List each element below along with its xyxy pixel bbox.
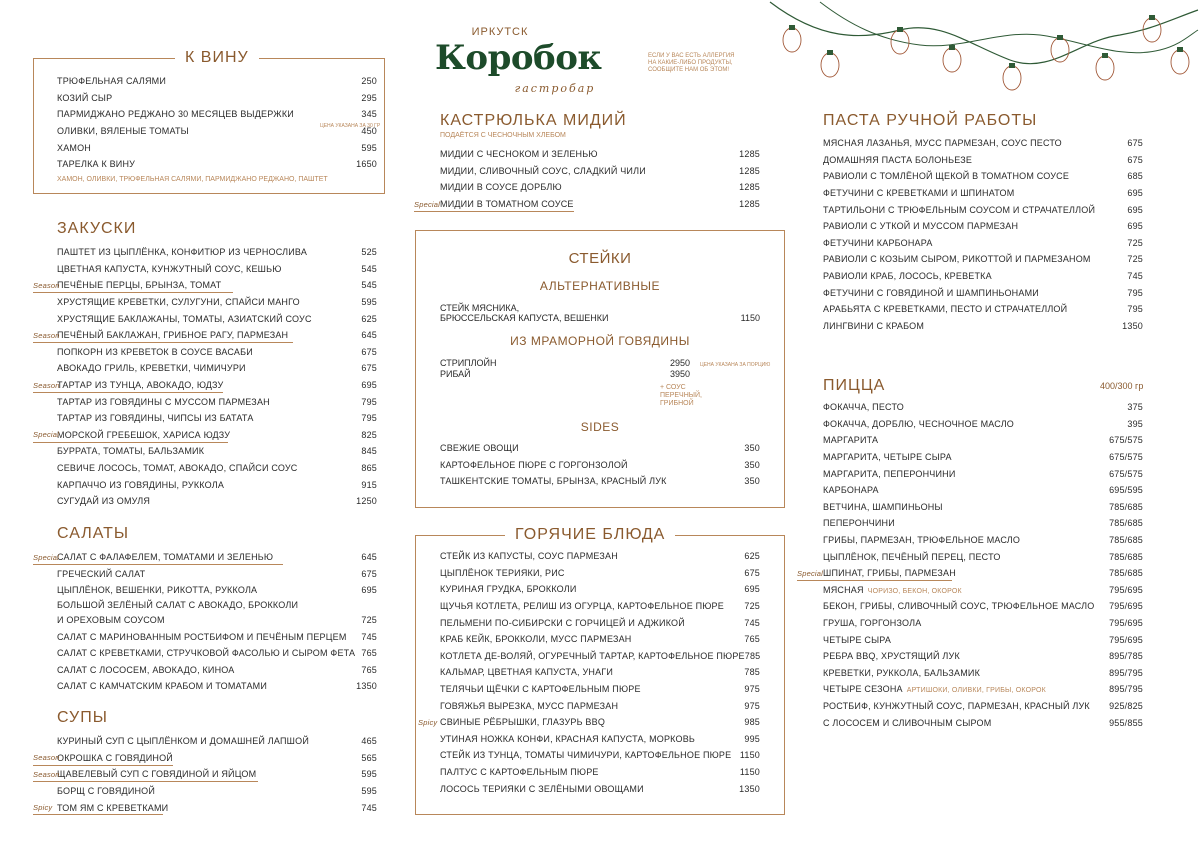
- tag-label: Season: [33, 753, 60, 763]
- zakuski-title: ЗАКУСКИ: [57, 220, 137, 237]
- list-item: УТИНАЯ НОЖКА КОНФИ, КРАСНАЯ КАПУСТА, МОРКОВЬ 995: [440, 733, 760, 744]
- k-vinu-title: К ВИНУ: [175, 49, 259, 67]
- list-item: ГРУША, ГОРГОНЗОЛА 795/695: [823, 618, 1143, 629]
- tag-label: Special: [33, 552, 59, 562]
- list-item: БУРРАТА, ТОМАТЫ, БАЛЬЗАМИК 845: [57, 446, 377, 457]
- list-item: МЯСНАЯ ЧОРИЗО, БЕКОН, ОКОРОК 795/695: [823, 584, 1143, 595]
- list-item: ТАРТАР ИЗ ГОВЯДИНЫ, ЧИПСЫ ИЗ БАТАТА 795: [57, 413, 377, 424]
- midii-list: [414, 146, 760, 212]
- list-item: ПОПКОРН ИЗ КРЕВЕТОК В СОУСЕ ВАСАБИ 675: [57, 346, 377, 357]
- list-item: СТРИПЛОЙН 2950: [440, 358, 690, 368]
- tag-label: Special: [33, 430, 59, 440]
- list-item: АРАБЬЯТА С КРЕВЕТКАМИ, ПЕСТО И СТРАЧАТЕЛЛОЙ 795: [823, 304, 1143, 315]
- list-item: Season ТАРТАР ИЗ ТУНЦА, АВОКАДО, ЮДЗУ 695: [57, 377, 377, 394]
- list-item: КРЕВЕТКИ, РУККОЛА, БАЛЬЗАМИК 895/795: [823, 667, 1143, 678]
- list-item: ХРУСТЯЩИЕ КРЕВЕТКИ, СУЛУГУНИ, СПАЙСИ МАНГО 595: [57, 297, 377, 308]
- list-item: ЦЫПЛЁНОК ТЕРИЯКИ, РИС 675: [440, 567, 760, 578]
- list-item: ЧЕТЫРЕ СЕЗОНА АРТИШОКИ, ОЛИВКИ, ГРИБЫ, ОКОРОК 895/795: [823, 684, 1143, 695]
- list-item: КУРИНАЯ ГРУДКА, БРОККОЛИ 695: [440, 584, 760, 595]
- list-item: РАВИОЛИ С КОЗЬИМ СЫРОМ, РИКОТТОЙ И ПАРМЕЗАНОМ 725: [823, 254, 1143, 265]
- list-item: САЛАТ С ЛОСОСЕМ, АВОКАДО, КИНОА 765: [57, 664, 377, 675]
- list-item: Special ШПИНАТ, ГРИБЫ, ПАРМЕЗАН 785/685: [823, 565, 1143, 582]
- list-item: РЕБРА BBQ, ХРУСТЯЩИЙ ЛУК 895/785: [823, 651, 1143, 662]
- list-item: САЛАТ С КРЕВЕТКАМИ, СТРУЧКОВОЙ ФАСОЛЬЮ И СЫРОМ ФЕТА 765: [57, 648, 377, 659]
- list-item: ДОМАШНЯЯ ПАСТА БОЛОНЬЕЗЕ 675: [823, 154, 1143, 165]
- list-item: ТРЮФЕЛЬНАЯ САЛЯМИ 250: [57, 76, 377, 87]
- goryachie-list: [418, 548, 761, 797]
- list-item: СТЕЙК ИЗ КАПУСТЫ, СОУС ПАРМЕЗАН 625: [440, 551, 760, 562]
- list-item: ТАРТИЛЬОНИ С ТРЮФЕЛЬНЫМ СОУСОМ И СТРАЧАТЕЛЛОЙ 695: [823, 204, 1143, 215]
- supy-title: СУПЫ: [57, 709, 108, 726]
- midii-title: КАСТРЮЛЬКА МИДИЙ: [440, 112, 627, 129]
- list-item: МИДИИ, СЛИВОЧНЫЙ СОУС, СЛАДКИЙ ЧИЛИ 1285: [440, 165, 760, 176]
- brand-subtitle: гастробар: [514, 82, 596, 95]
- list-item: БЕКОН, ГРИБЫ, СЛИВОЧНЫЙ СОУС, ТРЮФЕЛЬНОЕ МАСЛО 795/695: [823, 601, 1143, 612]
- list-item: КАРПАЧЧО ИЗ ГОВЯДИНЫ, РУККОЛА 915: [57, 479, 377, 490]
- tag-label: Season: [33, 380, 60, 390]
- steiki-alt-title: АЛЬТЕРНАТИВНЫЕ: [539, 279, 661, 293]
- pizza-title: ПИЦЦА: [823, 377, 886, 394]
- list-item: ТАРЕЛКА К ВИНУ 1650: [57, 159, 377, 170]
- list-item: БОРЩ С ГОВЯДИНОЙ 595: [57, 786, 377, 797]
- list-item: С ЛОСОСЕМ И СЛИВОЧНЫМ СЫРОМ 955/855: [823, 717, 1143, 728]
- tag-label: Spicy: [418, 717, 438, 727]
- goryachie-title: ГОРЯЧИЕ БЛЮДА: [505, 526, 675, 544]
- list-item: МЯСНАЯ ЛАЗАНЬЯ, МУСС ПАРМЕЗАН, СОУС ПЕСТО 675: [823, 138, 1143, 149]
- k-vinu-plate-note: ХАМОН, ОЛИВКИ, ТРЮФЕЛЬНАЯ САЛЯМИ, ПАРМИДЖАНО РЕДЖАНО, ПАШТЕТ: [57, 176, 328, 183]
- list-item: ХРУСТЯЩИЕ БАКЛАЖАНЫ, ТОМАТЫ, АЗИАТСКИЙ СОУС 625: [57, 313, 377, 324]
- list-item: Special МИДИИ В ТОМАТНОМ СОУСЕ 1285: [440, 196, 760, 213]
- list-item: Spicy ТОМ ЯМ С КРЕВЕТКАМИ 745: [57, 799, 377, 816]
- list-item: САЛАТ С КАМЧАТСКИМ КРАБОМ И ТОМАТАМИ 1350: [57, 681, 377, 692]
- list-item: КАРБОНАРА 695/595: [823, 485, 1143, 496]
- garland-lights-illustration: [760, 0, 1200, 100]
- pizza-size-note: 400/300 гр: [1100, 381, 1144, 391]
- list-item: Special МОРСКОЙ ГРЕБЕШОК, ХАРИСА ЮДЗУ 825: [57, 427, 377, 444]
- pasta-list: [823, 135, 1143, 334]
- list-item: ФЕТУЧИНИ КАРБОНАРА 725: [823, 237, 1143, 248]
- tag-label: Special: [414, 199, 440, 209]
- tag-label: Season: [33, 330, 60, 340]
- pizza-list: [797, 399, 1143, 731]
- list-item: КУРИНЫЙ СУП С ЦЫПЛЁНКОМ И ДОМАШНЕЙ ЛАПШОЙ 465: [57, 736, 377, 747]
- sauce-note: + СОУС ПЕРЕЧНЫЙ, ГРИБНОЙ: [660, 384, 702, 407]
- list-item: ЦЫПЛЁНОК, ПЕЧЁНЫЙ ПЕРЕЦ, ПЕСТО 785/685: [823, 551, 1143, 562]
- steiki-marble-title: ИЗ МРАМОРНОЙ ГОВЯДИНЫ: [510, 334, 690, 348]
- list-item: ГРИБЫ, ПАРМЕЗАН, ТРЮФЕЛЬНОЕ МАСЛО 785/685: [823, 535, 1143, 546]
- tag-label: Season: [33, 769, 60, 779]
- steiki-alt-item: СТЕЙК МЯСНИКА, БРЮССЕЛЬСКАЯ КАПУСТА, ВЕШЕНКИ 1150: [440, 303, 760, 323]
- list-item: Spicy СВИНЫЕ РЁБРЫШКИ, ГЛАЗУРЬ BBQ 985: [418, 717, 760, 728]
- list-item: ПАРМИДЖАНО РЕДЖАНО 30 МЕСЯЦЕВ ВЫДЕРЖКИ 345: [57, 109, 377, 120]
- list-item: ЛИНГВИНИ С КРАБОМ 1350: [823, 320, 1143, 331]
- tag-label: Spicy: [33, 803, 53, 813]
- list-item: СУГУДАЙ ИЗ ОМУЛЯ 1250: [57, 496, 377, 507]
- salaty-list: [33, 549, 377, 695]
- list-item: ФОКАЧЧА, ПЕСТО 375: [823, 402, 1143, 413]
- list-item: РАВИОЛИ С УТКОЙ И МУССОМ ПАРМЕЗАН 695: [823, 221, 1143, 232]
- list-item: РИБАЙ 3950: [440, 369, 690, 379]
- list-item: ОЛИВКИ, ВЯЛЕНЫЕ ТОМАТЫ 450: [57, 126, 377, 137]
- list-item: ЦВЕТНАЯ КАПУСТА, КУНЖУТНЫЙ СОУС, КЕШЬЮ 545: [57, 263, 377, 274]
- allergy-note: ЕСЛИ У ВАС ЕСТЬ АЛЛЕРГИЯ НА КАКИЕ-ЛИБО ПРОДУКТЫ, СООБЩИТЕ НАМ ОБ ЭТОМ!: [648, 53, 735, 73]
- list-item: МИДИИ С ЧЕСНОКОМ И ЗЕЛЕНЬЮ 1285: [440, 149, 760, 160]
- salaty-title: САЛАТЫ: [57, 525, 130, 542]
- list-item: АВОКАДО ГРИЛЬ, КРЕВЕТКИ, ЧИМИЧУРИ 675: [57, 363, 377, 374]
- list-item: ТАШКЕНТСКИЕ ТОМАТЫ, БРЫНЗА, КРАСНЫЙ ЛУК 350: [440, 476, 760, 487]
- k-vinu-weight-note: ЦЕНА УКАЗАНА ЗА 30 ГР: [320, 123, 381, 129]
- list-item: МАРГАРИТА, ПЕПЕРОНЧИНИ 675/575: [823, 468, 1143, 479]
- midii-note: ПОДАЁТСЯ С ЧЕСНОЧНЫМ ХЛЕБОМ: [440, 132, 566, 139]
- list-item: Season ПЕЧЁНЫЙ БАКЛАЖАН, ГРИБНОЕ РАГУ, ПАРМЕЗАН 645: [57, 327, 377, 344]
- list-item: ПАЛТУС С КАРТОФЕЛЬНЫМ ПЮРЕ 1150: [440, 767, 760, 778]
- list-item: СЕВИЧЕ ЛОСОСЬ, ТОМАТ, АВОКАДО, СПАЙСИ СОУС 865: [57, 463, 377, 474]
- tag-label: Special: [797, 568, 823, 578]
- sides-title: SIDES: [580, 420, 620, 434]
- list-item: РОСТБИФ, КУНЖУТНЫЙ СОУС, ПАРМЕЗАН, КРАСНЫЙ ЛУК 925/825: [823, 700, 1143, 711]
- list-item: БОЛЬШОЙ ЗЕЛЁНЫЙ САЛАТ С АВОКАДО, БРОККОЛИ: [57, 600, 299, 611]
- list-item: ФОКАЧЧА, ДОРБЛЮ, ЧЕСНОЧНОЕ МАСЛО 395: [823, 418, 1143, 429]
- steiki-title: СТЕЙКИ: [568, 250, 632, 267]
- list-item: ТАРТАР ИЗ ГОВЯДИНЫ С МУССОМ ПАРМЕЗАН 795: [57, 396, 377, 407]
- list-item: КРАБ КЕЙК, БРОККОЛИ, МУСС ПАРМЕЗАН 765: [440, 634, 760, 645]
- list-item: ЧЕТЫРЕ СЫРА 795/695: [823, 634, 1143, 645]
- zakuski-list: [33, 244, 377, 510]
- list-item: ВЕТЧИНА, ШАМПИНЬОНЫ 785/685: [823, 501, 1143, 512]
- list-item: СТЕЙК ИЗ ТУНЦА, ТОМАТЫ ЧИМИЧУРИ, КАРТОФЕЛЬНОЕ ПЮРЕ 1150: [440, 750, 760, 761]
- list-item: Season ЩАВЕЛЕВЫЙ СУП С ГОВЯДИНОЙ И ЯЙЦОМ 595: [57, 766, 377, 783]
- sides-list: [440, 440, 760, 490]
- list-item: РАВИОЛИ С ТОМЛЁНОЙ ЩЕКОЙ В ТОМАТНОМ СОУСЕ 685: [823, 171, 1143, 182]
- list-item: Season ОКРОШКА С ГОВЯДИНОЙ 565: [57, 750, 377, 767]
- list-item: ЩУЧЬЯ КОТЛЕТА, РЕЛИШ ИЗ ОГУРЦА, КАРТОФЕЛЬНОЕ ПЮРЕ 725: [440, 601, 760, 612]
- list-item: ПЕПЕРОНЧИНИ 785/685: [823, 518, 1143, 529]
- list-item: ПАШТЕТ ИЗ ЦЫПЛЁНКА, КОНФИТЮР ИЗ ЧЕРНОСЛИВА 525: [57, 247, 377, 258]
- list-item: МИДИИ В СОУСЕ ДОРБЛЮ 1285: [440, 182, 760, 193]
- list-item: ГРЕЧЕСКИЙ САЛАТ 675: [57, 568, 377, 579]
- list-item: Season ПЕЧЁНЫЕ ПЕРЦЫ, БРЫНЗА, ТОМАТ 545: [57, 277, 377, 294]
- list-item: РАВИОЛИ КРАБ, ЛОСОСЬ, КРЕВЕТКА 745: [823, 271, 1143, 282]
- list-item: ХАМОН 595: [57, 142, 377, 153]
- list-item: КАРТОФЕЛЬНОЕ ПЮРЕ С ГОРГОНЗОЛОЙ 350: [440, 459, 760, 470]
- list-item: КОЗИЙ СЫР 295: [57, 92, 377, 103]
- supy-list: [33, 733, 377, 816]
- brand-logo: Коробок: [435, 38, 602, 78]
- list-item: ГОВЯЖЬЯ ВЫРЕЗКА, МУСС ПАРМЕЗАН 975: [440, 700, 760, 711]
- list-item: СВЕЖИЕ ОВОЩИ 350: [440, 443, 760, 454]
- list-item: ТЕЛЯЧЬИ ЩЁЧКИ С КАРТОФЕЛЬНЫМ ПЮРЕ 975: [440, 684, 760, 695]
- steiki-marble-list: [440, 358, 690, 380]
- list-item: КОТЛЕТА ДЕ-ВОЛЯЙ, ОГУРЕЧНЫЙ ТАРТАР, КАРТОФЕЛЬНОЕ ПЮРЕ 785: [440, 650, 761, 661]
- list-item: ФЕТУЧИНИ С ГОВЯДИНОЙ И ШАМПИНЬОНАМИ 795: [823, 287, 1143, 298]
- list-item: ФЕТУЧИНИ С КРЕВЕТКАМИ И ШПИНАТОМ 695: [823, 188, 1143, 199]
- list-item: КАЛЬМАР, ЦВЕТНАЯ КАПУСТА, УНАГИ 785: [440, 667, 760, 678]
- tag-label: Season: [33, 280, 60, 290]
- list-item: ЛОСОСЬ ТЕРИЯКИ С ЗЕЛЁНЫМИ ОВОЩАМИ 1350: [440, 783, 760, 794]
- list-item: МАРГАРИТА, ЧЕТЫРЕ СЫРА 675/575: [823, 452, 1143, 463]
- marble-price-note: ЦЕНА УКАЗАНА ЗА ПОРЦИЮ: [700, 362, 771, 368]
- list-item: И ОРЕХОВЫМ СОУСОМ 725: [57, 615, 377, 626]
- pasta-title: ПАСТА РУЧНОЙ РАБОТЫ: [823, 112, 1038, 129]
- list-item: ПЕЛЬМЕНИ ПО-СИБИРСКИ С ГОРЧИЦЕЙ И АДЖИКОЙ 745: [440, 617, 760, 628]
- list-item: САЛАТ С МАРИНОВАННЫМ РОСТБИФОМ И ПЕЧЁНЫМ ПЕРЦЕМ 745: [57, 631, 377, 642]
- list-item: Special САЛАТ С ФАЛАФЕЛЕМ, ТОМАТАМИ И ЗЕЛЕНЬЮ 645: [57, 549, 377, 566]
- city-label: ИРКУТСК: [471, 26, 529, 38]
- list-item: ЦЫПЛЁНОК, ВЕШЕНКИ, РИКОТТА, РУККОЛА 695: [57, 585, 377, 596]
- list-item: МАРГАРИТА 675/575: [823, 435, 1143, 446]
